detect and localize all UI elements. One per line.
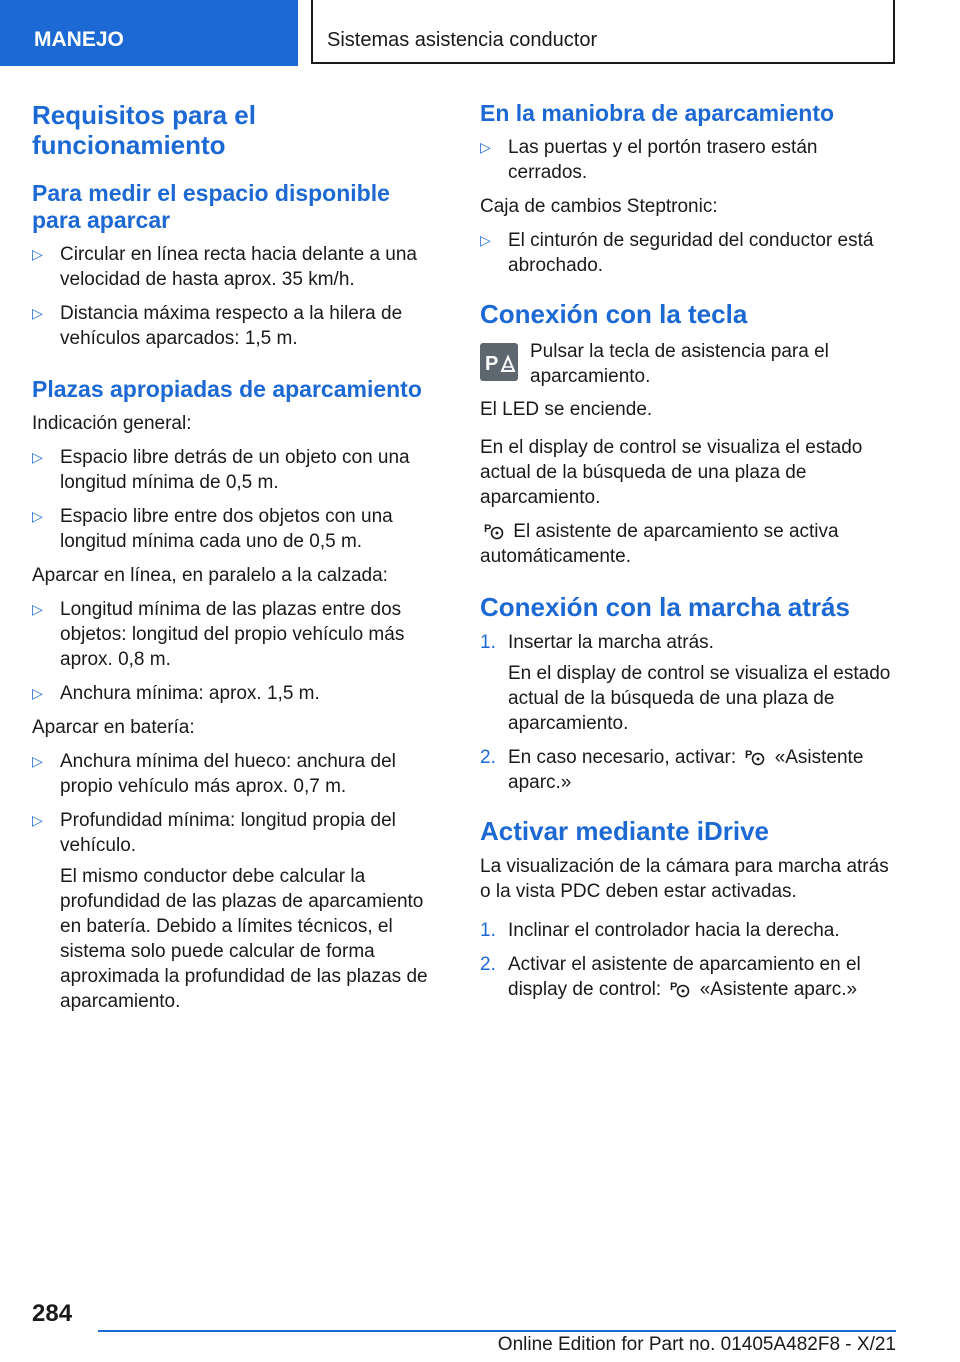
section-tab: MANEJO [0, 0, 298, 66]
list-item: 2. Activar el asistente de aparcamiento en el display de control: P «Asistente aparc.» [480, 954, 861, 1000]
page-header [0, 0, 960, 66]
paragraph: Caja de cambios Steptronic: [480, 196, 718, 217]
paragraph: En el display de control se visualiza el estado actual de la búsqueda de una plaza de aparcamiento. [480, 437, 863, 508]
list-item: ▷ Circular en línea recta hacia delante a una velocidad de hasta aprox. 35 km/h. [32, 244, 418, 290]
right-column [480, 100, 896, 1011]
paragraph: Indicación general: [32, 413, 192, 434]
list-item: 1. Inclinar el controlador hacia la derecha. [480, 920, 840, 941]
list-item: ▷ El cinturón de seguridad del conductor está abrochado. [480, 230, 874, 276]
triangle-right-icon: ▷ [32, 753, 43, 769]
triangle-right-icon: ▷ [32, 601, 43, 617]
paragraph: Aparcar en batería: [32, 717, 195, 738]
heading-marcha: Conexión con la marcha atrás [480, 592, 850, 622]
svg-text:P: P [485, 353, 499, 375]
button-instruction: P Pulsar la tecla de asistencia para el aparcamiento. [480, 339, 896, 389]
park-assist-icon [745, 746, 765, 766]
list-item: ▷ Distancia máxima respecto a la hilera de vehículos aparcados: 1,5 m. [32, 303, 403, 349]
triangle-right-icon: ▷ [32, 305, 43, 321]
list-item: ▷ Anchura mínima del hueco: anchura del propio vehículo más aprox. 0,7 m. [32, 751, 396, 797]
list-item: ▷ Longitud mínima de las plazas entre dos objetos: longitud del propio vehículo más aprox. 0,8 m. [32, 599, 405, 670]
svg-text:P: P [670, 981, 678, 993]
paragraph: La visualización de la cámara para marcha atrás o la vista PDC deben estar activadas. [480, 856, 889, 902]
triangle-right-icon: ▷ [32, 812, 43, 828]
park-assist-icon [484, 520, 504, 540]
triangle-right-icon: ▷ [32, 449, 43, 465]
heading-idrive: Activar mediante iDrive [480, 816, 770, 846]
page-number: 284 [32, 1300, 73, 1327]
list-item: ▷ Espacio libre detrás de un objeto con una longitud mínima de 0,5 m. [32, 447, 410, 493]
heading-medir: Para medir el espacio disponible para aparcar [32, 180, 390, 233]
list-item: 1. Insertar la marcha atrás. En el display de control se visualiza el estado actual de la búsqueda de una plaza de aparcamiento. [480, 632, 891, 734]
triangle-right-icon: ▷ [480, 139, 491, 155]
chapter-title: Sistemas asistencia conductor [311, 0, 895, 64]
park-assist-icon [670, 978, 690, 998]
paragraph: P El asistente de aparcamiento se activa automáticamente. [480, 521, 839, 567]
heading-maniobra: En la maniobra de aparcamiento [480, 100, 835, 126]
heading-plazas: Plazas apropiadas de aparcamiento [32, 376, 422, 402]
list-item: ▷ Anchura mínima: aprox. 1,5 m. [32, 683, 320, 704]
list-item: ▷ Espacio libre entre dos objetos con una longitud mínima cada uno de 0,5 m. [32, 506, 393, 552]
paragraph: Aparcar en línea, en paralelo a la calzada: [32, 565, 388, 586]
triangle-right-icon: ▷ [32, 508, 43, 524]
heading-requisitos: Requisitos para el funcionamiento [32, 100, 256, 160]
note: El mismo conductor debe calcular la profundidad de las plazas de aparcamiento en batería. Debido a límites técnicos, el sistema solo puede calcular de forma aproximada la profundidad de las plazas de aparcamiento. [60, 866, 428, 1012]
svg-text:P: P [484, 523, 492, 535]
triangle-right-icon: ▷ [32, 246, 43, 262]
left-column [32, 100, 444, 1023]
list-item: ▷ Las puertas y el portón trasero están cerrados. [480, 137, 818, 183]
heading-tecla: Conexión con la tecla [480, 299, 748, 329]
svg-text:P: P [745, 749, 753, 761]
footer-edition: Online Edition for Part no. 01405A482F8 - X/21 [497, 1334, 896, 1355]
paragraph: El LED se enciende. [480, 399, 653, 420]
park-assist-button-icon [480, 343, 518, 381]
triangle-right-icon: ▷ [32, 685, 43, 701]
list-item: ▷ Profundidad mínima: longitud propia del vehículo. El mismo conductor debe calcular la profundidad de las plazas de aparcamiento en batería. Debido a límites técnicos, el sistema solo puede calcular de forma aproximada la profundidad de las plazas de aparcamiento. [32, 808, 444, 1014]
triangle-right-icon: ▷ [480, 232, 491, 248]
list-item: 2. En caso necesario, activar: P «Asistente aparc.» [480, 747, 864, 793]
